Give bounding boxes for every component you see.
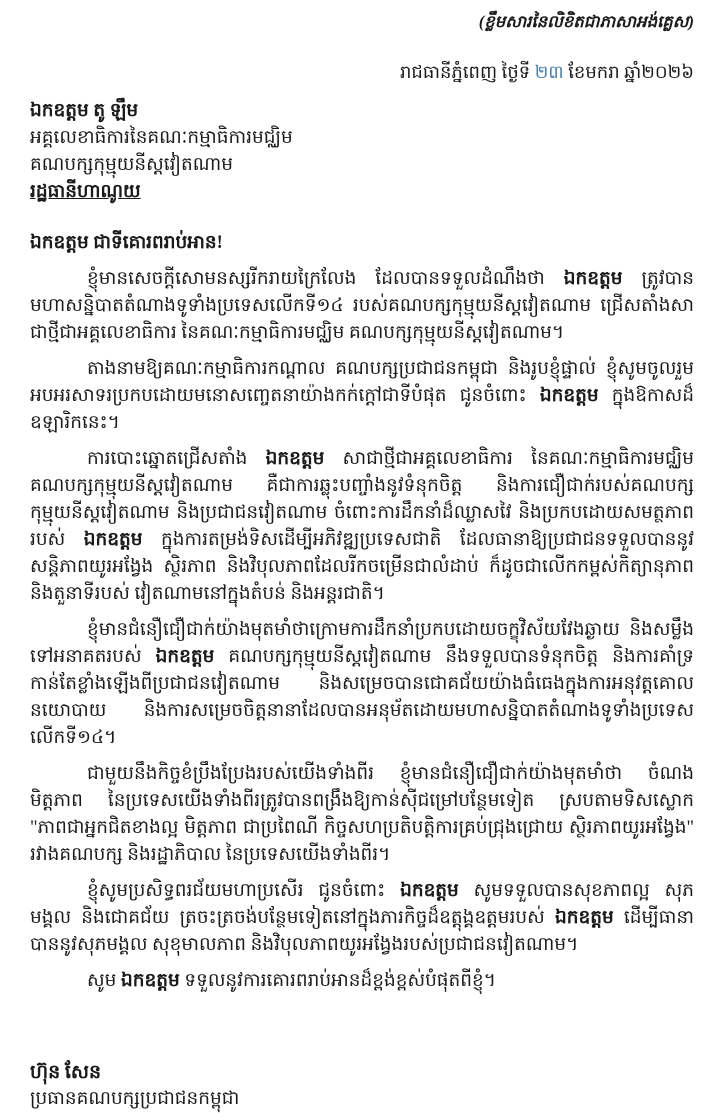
honorific-emphasis: ឯកឧត្តម [265, 449, 325, 469]
text-segment: ក្នុងឱកាសដ៏ឧឡារិកនេះ។ [30, 386, 694, 433]
dateline-month-year: ខែមករា ឆ្នាំ២០២៦ [563, 62, 694, 82]
dateline-place-prefix: រាជធានីភ្នំពេញ ថ្ងៃទី [400, 62, 535, 82]
text-segment: ជាមួយនឹងកិច្ចខំប្រឹងប្រែងរបស់យើងទាំងពីរ ខ្ញុំមានជំនឿជឿជាក់យ៉ាងមុតមាំថា ចំណងមិត្តភាព នៃប្រទេសយើងទាំងពីរត្រូវបានពង្រឹងឱ្យកាន់ស៊ីជម្រៅបន្ថែមទៀត ស្របតាមទិសស្លោក "ភាពជាអ្នកជិតខាងល្អ មិត្តភាព ជាប្រពៃណី កិច្ចសហប្រតិបត្តិការគ្រប់ជ្រុងជ្រោយ ស្ថិរភាពយូរអង្វែង" រវាងគណបក្ស និងរដ្ឋាភិបាល នៃប្រទេសយើងទាំងពីរ។ [30, 764, 694, 865]
paragraph-1 [30, 266, 694, 347]
text-segment: តាងនាមឱ្យគណៈកម្មាធិការកណ្តាល គណបក្សប្រជាជនកម្ពុជា និងរូបខ្ញុំផ្ទាល់ ខ្ញុំសូមចូលរួមអបអរសាទរប្រកបដោយមនោសញ្ចេតនាយ៉ាងកក់ក្តៅជាទីបំផុត ជូនចំពោះ [30, 359, 694, 406]
honorific-emphasis: ឯកឧត្តម [400, 881, 459, 901]
honorific-emphasis: ឯកឧត្តម [539, 386, 599, 406]
text-segment: ត្រូវបានមហាសន្និបាតតំណាងទូទាំងប្រទេសលើកទី១៤ របស់គណបក្សកុម្មុយនីស្តវៀតណាម ជ្រើសតាំងសាជាថ្មីជាអគ្គលេខាធិការ នៃគណៈកម្មាធិការមជ្ឈិម គណបក្សកុម្មុយនីស្តវៀតណាម។ [30, 269, 694, 343]
recipient-city: រដ្ឋធានីហាណូយ [30, 182, 141, 202]
paragraph-3 [30, 446, 694, 608]
signatory-name: ហ៊ុន សែន [30, 1062, 102, 1083]
text-segment: សូម [87, 971, 121, 991]
paragraph-2 [30, 356, 694, 437]
honorific-emphasis: ឯកឧត្តម [563, 269, 623, 289]
honorific-emphasis: ឯកឧត្តម [155, 647, 215, 667]
recipient-title-line1: អគ្គលេខាធិការនៃគណៈកម្មាធិការមជ្ឈិម [30, 128, 293, 148]
text-segment: ខ្ញុំសូមប្រសិទ្ធពរជ័យមហាប្រសើរ ជូនចំពោះ [87, 881, 401, 901]
dateline [30, 59, 694, 86]
paragraph-4 [30, 617, 694, 752]
paragraph-7 [30, 968, 694, 995]
recipient-title-line2: គណបក្សកុម្មុយនីស្តវៀតណាម [30, 155, 233, 175]
text-segment: ក្នុងការតម្រង់ទិសដើម្បីអភិវឌ្ឍប្រទេសជាតិ ដែលធានាឱ្យប្រជាជនទទួលបាននូវសន្តិភាពយូរអង្វែង ស្ថិរភាព និងវិបុលភាពដែលរីកចម្រើនជាលំដាប់ ក៏ដូចជាលើកកម្ពស់កិត្យានុភាព និងតួនាទីរបស់ វៀតណាមនៅក្នុងតំបន់ និងអន្តរជាតិ។ [30, 530, 695, 604]
english-content-note: (ខ្លឹមសារនៃលិខិតជាភាសាអង់គ្លេស) [478, 12, 694, 31]
honorific-emphasis: ឯកឧត្តម [554, 908, 614, 928]
text-segment: ការបោះឆ្នោតជ្រើសតាំង [87, 449, 266, 469]
paragraph-6 [30, 878, 694, 959]
text-segment: សូមទទួលបានសុខភាពល្អ សុភមង្គល និងជោគជ័យ ត្រចះត្រចង់បន្ថែមទៀតនៅក្នុងភារកិច្ចដ៏ឧត្តុង្គឧត្តមរបស់ [30, 881, 694, 928]
signatory-title: ប្រធានគណបក្សប្រជាជនកម្ពុជា [30, 1089, 240, 1109]
text-segment: សាជាថ្មីជាអគ្គលេខាធិការ នៃគណៈកម្មាធិការមជ្ឈិម គណបក្សកុម្មុយនីស្តវៀតណាម គឺជាការឆ្លុះបញ្ចាំងនូវទំនុកចិត្ត និងការជឿជាក់របស់គណបក្សកុម្មុយនីស្តវៀតណាម និងប្រជាជនវៀតណាម ចំពោះការដឹកនាំដ៏ឈ្លាសវៃ និងប្រកបដោយសមត្ថភាពរបស់ [30, 449, 694, 550]
honorific-emphasis: ឯកឧត្តម [83, 530, 143, 550]
recipient-block [30, 98, 694, 206]
signature-block [30, 1059, 694, 1113]
text-segment: ដើម្បីធានាបាននូវសុភមង្គល សុខុមាលភាព និងវិបុលភាពយូរអង្វែងរបស់ប្រជាជនវៀតណាម។ [30, 908, 694, 955]
text-segment: ទទួលនូវការគោរពរាប់អានដ៏ខ្ពង់ខ្ពស់បំផុតពីខ្ញុំ។ [179, 971, 496, 991]
dateline-day-number: ២៣ [534, 62, 564, 82]
honorific-emphasis: ឯកឧត្តម [120, 971, 180, 991]
text-segment: គណបក្សកុម្មុយនីស្តវៀតណាម នឹងទទួលបានទំនុកចិត្ត និងការគាំទ្រកាន់តែខ្លាំងឡើងពីប្រជាជនវៀតណាម និងសម្រេចបានជោគជ័យយ៉ាងធំធេងក្នុងការអនុវត្តគោលនយោបាយ និងការសម្រេចចិត្តនានាដែលបានអនុម័តដោយមហាសន្និបាតតំណាងទូទាំងប្រទេសលើកទី១៤។ [30, 647, 694, 748]
salutation: ឯកឧត្តម ជាទីគោរពរាប់អាន! [30, 233, 223, 253]
text-segment: ខ្ញុំមានសេចក្តីសោមនស្សរីករាយក្រៃលែង ដែលបានទទួលដំណឹងថា [87, 269, 564, 289]
recipient-name: ឯកឧត្តម តូ ឡឹម [30, 101, 139, 121]
paragraph-5 [30, 761, 694, 869]
text-segment: ខ្ញុំមានជំនឿជឿជាក់យ៉ាងមុតមាំថាក្រោមការដឹកនាំប្រកបដោយចក្ខុវិស័យវែងឆ្ងាយ និងសម្លឹងទៅអនាគតរបស់ [30, 620, 694, 667]
